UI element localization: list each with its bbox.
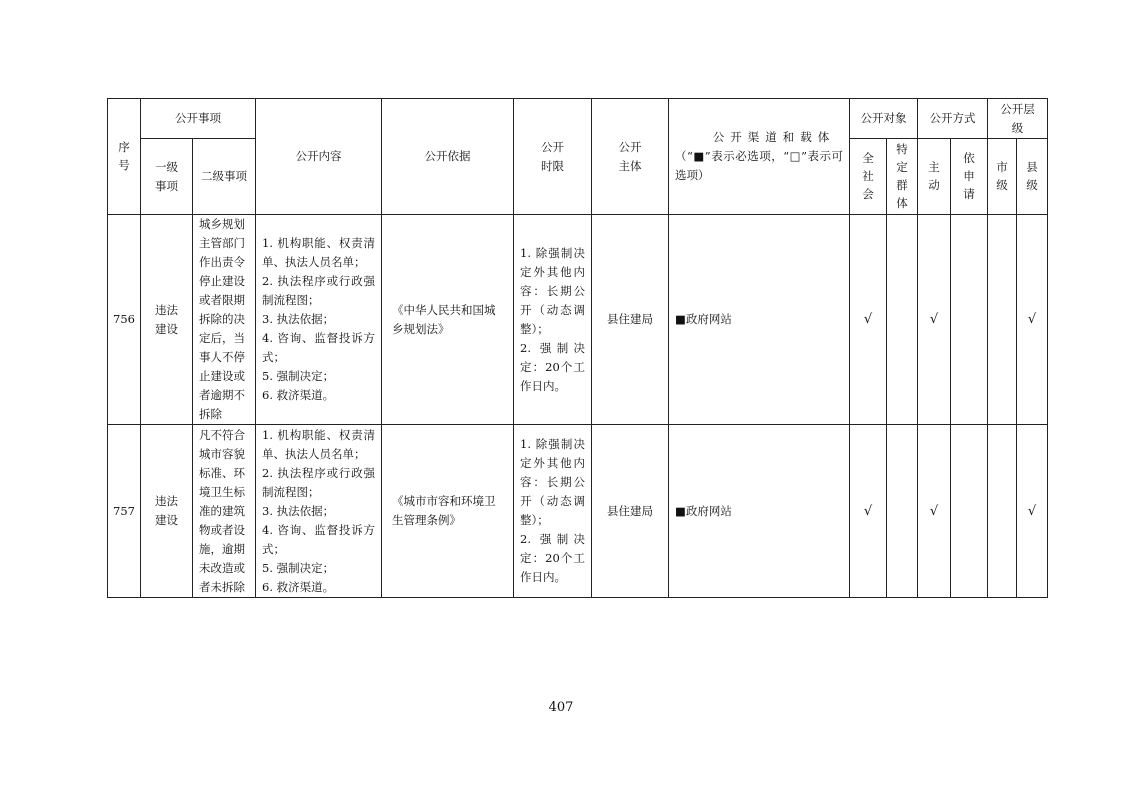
row-level-city <box>988 425 1017 598</box>
header-time-limit-text: 公开时限 <box>541 139 564 173</box>
row-level1 <box>141 425 193 598</box>
row-level1-text: 违法建设 <box>155 494 178 527</box>
header-method-apply-text: 依申请 <box>963 151 975 201</box>
header-seq-text: 序号 <box>118 140 130 172</box>
row-target-all: √ <box>850 425 887 598</box>
row-method-active: √ <box>918 215 951 425</box>
content-line: 3. 执法依据； <box>262 503 335 518</box>
content-line: 4. 咨询、监督投诉方式； <box>262 522 375 556</box>
header-seq <box>108 99 141 215</box>
header-level <box>988 99 1048 139</box>
header-method-apply <box>951 139 988 215</box>
header-target-all <box>850 139 887 215</box>
header-target-specific <box>887 139 918 215</box>
row-channel: ■政府网站 <box>669 425 850 598</box>
row-basis: 《城市市容和环境卫生管理条例》 <box>382 425 514 598</box>
content-line: 5. 强制决定； <box>262 560 335 575</box>
row-basis: 《中华人民共和国城乡规划法》 <box>382 215 514 425</box>
content-line: 1. 机构职能、权责清单、执法人员名单； <box>262 427 375 461</box>
content-line: 1. 机构职能、权责清单、执法人员名单； <box>262 236 375 269</box>
row-method-active: √ <box>918 425 951 598</box>
header-target-specific-text: 特定群体 <box>896 142 908 210</box>
row-content <box>256 215 382 425</box>
table-row <box>108 215 1048 425</box>
header-level-county-text: 县级 <box>1026 160 1038 192</box>
content-line: 4. 咨询、监督投诉方式； <box>262 331 375 364</box>
row-subject: 县住建局 <box>592 425 669 598</box>
row-content <box>256 425 382 598</box>
time-limit-line: 1. 除强制决定外其他内容：长期公开（动态调整）； <box>520 437 585 527</box>
content-line: 2. 执法程序或行政强制流程图； <box>262 274 375 307</box>
row-method-apply <box>951 215 988 425</box>
row-level1-text: 违法建设 <box>155 302 178 336</box>
row-time-limit <box>514 215 592 425</box>
header-content: 公开内容 <box>256 99 382 215</box>
header-target: 公开对象 <box>850 99 918 139</box>
time-limit-line: 2. 强制决定：20个工作日内。 <box>520 340 585 393</box>
row-level2: 凡不符合城市容貌标准、环境卫生标准的建筑物或者设施，逾期未改造或者未拆除 <box>193 425 256 598</box>
header-items: 公开事项 <box>141 99 256 139</box>
header-level-county <box>1017 139 1048 215</box>
header-level-text: 公开层级 <box>1000 101 1035 135</box>
header-subject <box>592 99 669 215</box>
header-channel-note: （“■”表示必选项，“□”表示可选项） <box>675 149 843 182</box>
header-basis: 公开依据 <box>382 99 514 215</box>
header-method: 公开方式 <box>918 99 988 139</box>
disclosure-table <box>107 98 1048 598</box>
row-seq: 756 <box>108 215 141 425</box>
row-level-city <box>988 215 1017 425</box>
header-level-city-text: 市级 <box>996 160 1008 192</box>
header-level-city <box>988 139 1017 215</box>
row-level2: 城乡规划主管部门作出责令停止建设或者限期拆除的决定后，当事人不停止建设或者逾期不拆除 <box>193 215 256 425</box>
header-channel-title: 公开渠道和载体 <box>712 130 836 144</box>
row-level-county: √ <box>1017 215 1048 425</box>
content-line: 5. 强制决定； <box>262 369 335 383</box>
row-target-all: √ <box>850 215 887 425</box>
content-line: 2. 执法程序或行政强制流程图； <box>262 465 375 499</box>
header-level2: 二级事项 <box>193 139 256 215</box>
header-method-active <box>918 139 951 215</box>
content-line: 3. 执法依据； <box>262 312 335 326</box>
row-target-specific <box>887 425 918 598</box>
page-number: 407 <box>548 700 574 715</box>
header-time-limit <box>514 99 592 215</box>
header-channel <box>669 99 850 215</box>
row-time-limit <box>514 425 592 598</box>
table-row <box>108 425 1048 598</box>
header-row-1 <box>108 99 1048 139</box>
row-seq: 757 <box>108 425 141 598</box>
row-target-specific <box>887 215 918 425</box>
row-method-apply <box>951 425 988 598</box>
row-level1 <box>141 215 193 425</box>
header-method-active-text: 主动 <box>928 160 940 192</box>
time-limit-line: 1. 除强制决定外其他内容：长期公开（动态调整）； <box>520 245 585 336</box>
content-line: 6. 救济渠道。 <box>262 388 335 402</box>
header-level1-text: 一级事项 <box>155 159 178 193</box>
header-level1 <box>141 139 193 215</box>
content-line: 6. 救济渠道。 <box>262 579 335 594</box>
row-level-county: √ <box>1017 425 1048 598</box>
row-channel: ■政府网站 <box>669 215 850 425</box>
row-subject: 县住建局 <box>592 215 669 425</box>
header-target-all-text: 全社会 <box>862 151 874 201</box>
time-limit-line: 2. 强制决定：20个工作日内。 <box>520 532 585 584</box>
header-subject-text: 公开主体 <box>618 139 642 173</box>
